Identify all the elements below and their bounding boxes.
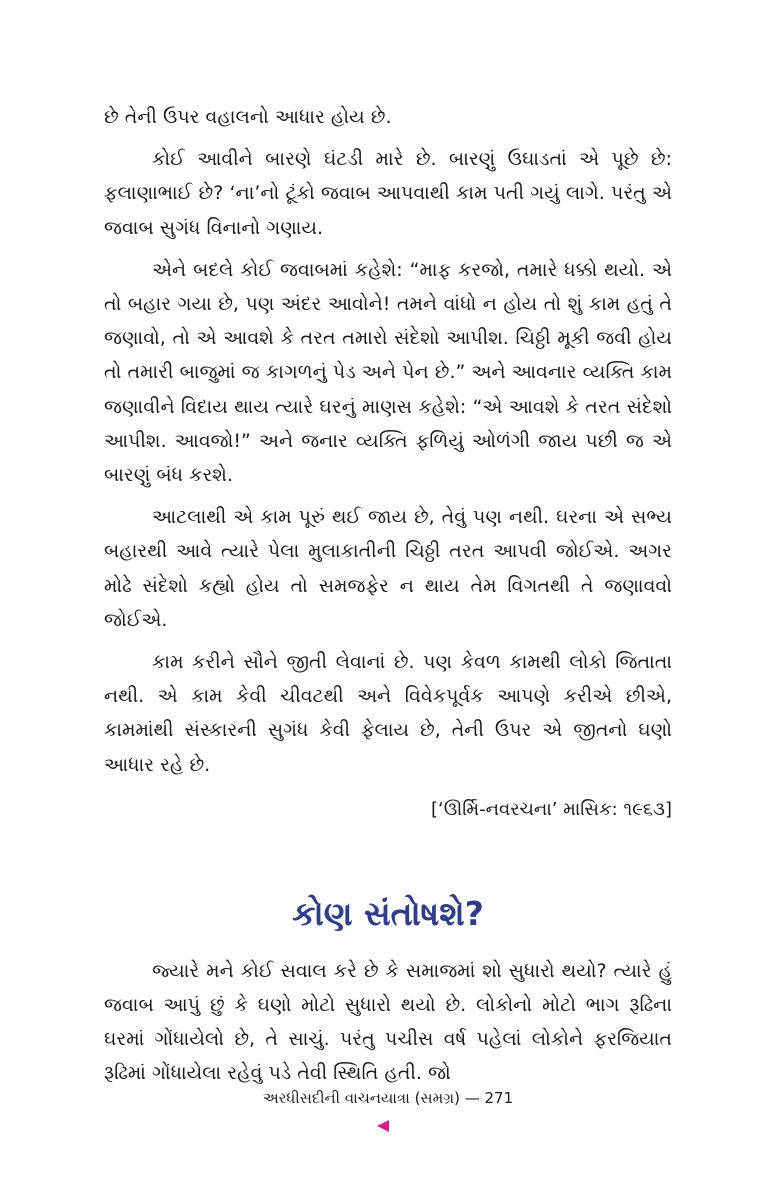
paragraph-2: કોઈ આવીને બારણે ઘંટડી મારે છે. બારણું ઉઘાડતાં એ પૂછે છે: ફલાણાભાઈ છે? ‘ના’નો ટૂંકો જવાબ આપવાથી કામ પતી ગયું લાગે. પરંતુ એ જવાબ સુગંધ વિનાનો ગણાય.: [104, 148, 672, 239]
paragraph-4: આટલાથી એ કામ પૂરું થઈ જાય છે, તેવું પણ નથી. ઘરના એ સભ્ય બહારથી આવે ત્યારે પેલા મુલાકાતીની ચિઠ્ઠી તરત આપવી જોઈએ. અગર મોઢે સંદેશો કહ્યો હોય તો સમજફેર ન થાય તેમ વિગતથી તે જણાવવો જોઈએ.: [104, 506, 672, 631]
source-citation: [‘ઊર્મિ-નવરચના’ માસિક: ૧૯૬૩]: [430, 798, 672, 820]
previous-page-arrow-icon[interactable]: [377, 1120, 389, 1132]
page-footer: અરધીસદીની વાચનયાત્રા (સમગ્ર) — 271: [262, 1089, 514, 1107]
paragraph-1: છે તેની ઉપર વહાલનો આધાર હોય છે.: [104, 106, 392, 128]
paragraph-5: કામ કરીને સૌને જીતી લેવાનાં છે. પણ કેવળ કામથી લોકો જિતાતા નથી. એ કામ કેવી ચીવટથી અને વિવેકપૂર્વક આપણે કરીએ છીએ, કામમાંથી સંસ્કારની સુગંધ કેવી ફેલાય છે, તેની ઉપર એ જીતનો ઘણો આધાર રહે છે.: [104, 651, 672, 776]
section-paragraph: જ્યારે મને કોઈ સવાલ કરે છે કે સમાજમાં શો સુધારો થયો? ત્યારે હું જવાબ આપું છું કે ઘણો મોટો સુધારો થયો છે. લોકોનો મોટો ભાગ રૂઢિના ઘરમાં ગોંધાયેલો છે, તે સાચું. પરંતુ પચીસ વર્ષ પહેલાં લોકોને ફરજિયાત રૂઢિમાં ગોંધાયેલા રહેવું પડે તેવી સ્થિતિ હતી. જો: [104, 959, 672, 1085]
section-heading: કોણ સંતોષશે?: [292, 893, 484, 933]
paragraph-3: એને બદલે કોઈ જવાબમાં કહેશે: “માફ કરજો, તમારે ધક્કો થયો. એ તો બહાર ગયા છે, પણ અંદર આવોને! તમને વાંધો ન હોય તો શું કામ હતું તે જણાવો, તો એ આવશે કે તરત તમારો સંદેશો આપીશ. ચિઠ્ઠી મૂકી જવી હોય તો તમારી બાજુમાં જ કાગળનું પેડ અને પેન છે.” અને આવનાર વ્યક્તિ કામ જણાવીને વિદાય થાય ત્યારે ઘરનું માણસ કહેશે: “એ આવશે કે તરત સંદેશો આપીશ. આવજો!” અને જનાર વ્યક્તિ ફળિયું ઓળંગી જાય પછી જ એ બારણું બંધ કરશે.: [104, 258, 672, 487]
page-content: [104, 100, 672, 1091]
